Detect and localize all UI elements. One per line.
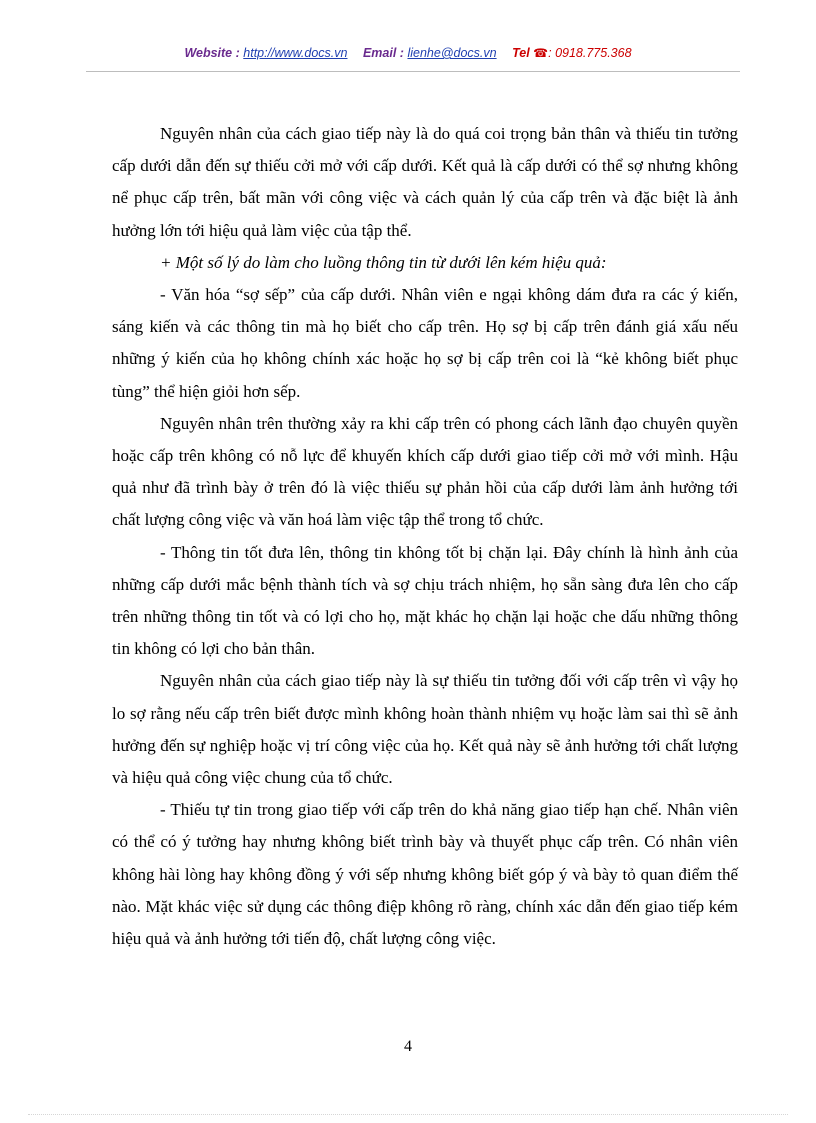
paragraph: Nguyên nhân của cách giao tiếp này là do quá coi trọng bản thân và thiếu tin tưởng cấp dưới dẫn đến sự thiếu cởi mở với cấp dưới. Kết quả là cấp dưới có thể sợ nhưng không nể phục cấp trên, bất mãn với công việc và cách quản lý của cấp trên và đặc biệt là ảnh hưởng lớn tới hiệu quả làm việc của tập thể. <box>112 124 738 240</box>
tel-number: : 0918.775.368 <box>548 46 632 60</box>
tel-label: Tel <box>512 46 530 60</box>
phone-icon: ☎ <box>533 46 549 60</box>
email-label: Email : <box>362 46 404 60</box>
email-link[interactable]: lienhe@docs.vn <box>407 46 497 60</box>
document-body <box>112 118 738 955</box>
paragraph: - Thiếu tự tin trong giao tiếp với cấp trên do khả năng giao tiếp hạn chế. Nhân viên có thể có ý tưởng hay nhưng không biết trình bày và thuyết phục cấp trên. Có nhân viên không hài lòng hay không đồng ý với sếp nhưng không biết góp ý và bày tỏ quan điểm thế nào. Mặt khác việc sử dụng các thông điệp không rõ ràng, chính xác dẫn đến giao tiếp kém hiệu quả và ảnh hưởng tới tiến độ, chất lượng công việc. <box>112 800 738 949</box>
paragraph: - Thông tin tốt đưa lên, thông tin không tốt bị chặn lại. Đây chính là hình ảnh của những cấp dưới mắc bệnh thành tích và sợ chịu trách nhiệm, họ sẵn sàng đưa lên cho cấp trên những thông tin tốt và có lợi cho họ, mặt khác họ chặn lại hoặc che dấu những thông tin không có lợi cho bản thân. <box>112 542 738 659</box>
paragraph: Nguyên nhân trên thường xảy ra khi cấp trên có phong cách lãnh đạo chuyên quyền hoặc cấp trên không có nỗ lực để khuyến khích cấp dưới giao tiếp cởi mở với mình. Hậu quả như đã trình bày ở trên đó là việc thiếu sự phản hồi của cấp dưới làm ảnh hưởng tới chất lượng công việc và văn hoá làm việc tập thể trong tổ chức. <box>112 413 738 530</box>
section-heading: + Một số lý do làm cho luồng thông tin từ dưới lên kém hiệu quả: <box>160 252 607 272</box>
website-link[interactable]: http://www.docs.vn <box>243 46 348 60</box>
paragraph: Nguyên nhân của cách giao tiếp này là sự thiếu tin tưởng đối với cấp trên vì vậy họ lo sợ rằng nếu cấp trên biết được mình không hoàn thành nhiệm vụ hoặc làm sai thì sẽ ảnh hưởng đến sự nghiệp hoặc vị trí công việc của họ. Kết quả này sẽ ảnh hưởng tới chất lượng và hiệu quả công việc chung của tổ chức. <box>112 671 738 788</box>
website-label: Website : <box>184 46 240 60</box>
footer-divider <box>28 1114 788 1115</box>
page-header <box>0 46 816 60</box>
paragraph: - Văn hóa “sợ sếp” của cấp dưới. Nhân viên e ngại không dám đưa ra các ý kiến, sáng kiến và các thông tin mà họ biết cho cấp trên. Họ sợ bị cấp trên đánh giá xấu nếu những ý kiến của họ không chính xác hoặc họ sợ bị cấp trên coi là “kẻ không biết phục tùng” thể hiện giỏi hơn sếp. <box>112 285 738 401</box>
page-number: 4 <box>404 1038 412 1055</box>
header-divider <box>86 71 740 72</box>
